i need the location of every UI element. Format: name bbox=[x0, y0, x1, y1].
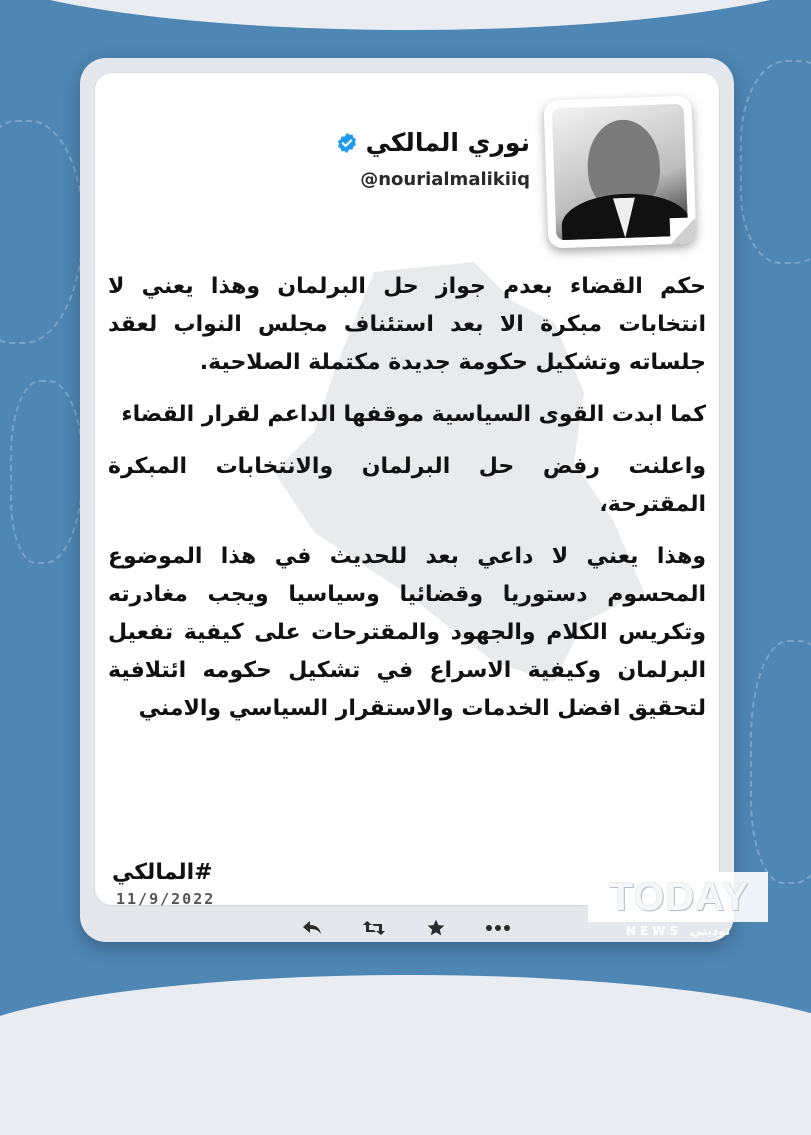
tweet-paragraph: وهذا يعني لا داعي بعد للحديث في هذا الموضوع المحسوم دستوريا وقضائيا وسياسيا ويجب مغادرته وتكريس الكلام والجهود والمقترحات على كيفية تفعيل البرلمان وكيفية الاسراع في تشكيل حكومه ائتلافية لتحقيق افضل الخدمات والاستقرار السياسي والامني bbox=[108, 544, 706, 721]
star-icon[interactable] bbox=[424, 916, 448, 940]
tweet-paragraph: كما ابدت القوى السياسية موقفها الداعم لقرار القضاء bbox=[121, 402, 706, 427]
more-icon[interactable] bbox=[486, 916, 510, 940]
watermark-subtitle: NEWS توديني bbox=[625, 924, 731, 938]
background-contour bbox=[10, 380, 84, 564]
today-news-watermark bbox=[588, 872, 768, 946]
reply-icon[interactable] bbox=[300, 916, 324, 940]
profile-avatar[interactable] bbox=[543, 95, 696, 248]
profile-name[interactable]: نوري المالكي bbox=[365, 128, 530, 157]
background-contour bbox=[0, 120, 84, 344]
tweet-paragraph: واعلنت رفض حل البرلمان والانتخابات المبكرة المقترحة، bbox=[108, 454, 706, 517]
background-top-wave bbox=[0, 0, 811, 30]
verified-badge-icon bbox=[336, 132, 358, 154]
hashtag[interactable]: #المالكي bbox=[112, 860, 213, 885]
tweet-date: 11/9/2022 bbox=[116, 890, 216, 906]
tweet-paragraph: حكم القضاء بعدم جواز حل البرلمان وهذا يعني لا انتخابات مبكرة الا بعد استئناف مجلس النواب لعقد جلساته وتشكيل حكومة جديدة مكتملة الصلاحية. bbox=[108, 274, 706, 375]
profile-handle[interactable]: @nourialmalikiiq bbox=[360, 169, 530, 190]
tweet-card bbox=[94, 72, 720, 906]
background-contour bbox=[740, 60, 811, 264]
tweet-text bbox=[108, 268, 706, 742]
avatar-photo bbox=[552, 104, 689, 241]
background-contour bbox=[750, 640, 811, 884]
name-row bbox=[336, 128, 530, 157]
tweet-actions bbox=[300, 916, 510, 940]
watermark-logo: TODAY bbox=[608, 875, 750, 919]
page-curl bbox=[670, 217, 697, 244]
profile-info bbox=[336, 128, 530, 190]
retweet-icon[interactable] bbox=[362, 916, 386, 940]
background-bottom-wave bbox=[0, 975, 811, 1135]
